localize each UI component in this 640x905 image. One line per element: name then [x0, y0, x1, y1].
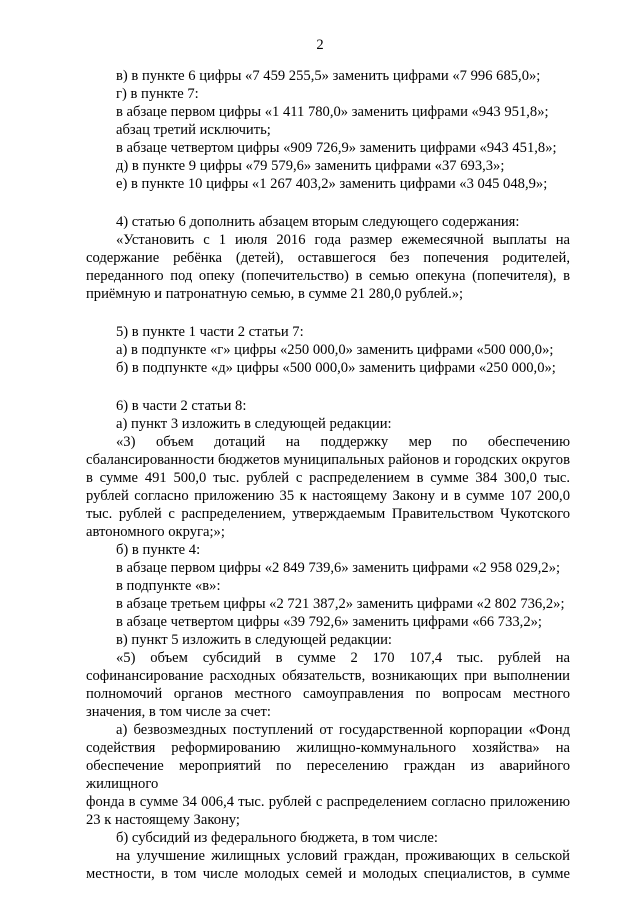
text-line: в абзаце первом цифры «2 849 739,6» заменить цифрами «2 958 029,2»;	[116, 560, 561, 576]
text-line: рублей согласно приложению 35 к настоящему Закону и в сумме 107 200,0	[86, 488, 570, 504]
paragraph-gap	[86, 303, 570, 323]
text-line: тыс. рублей с распределением, утверждаемым Правительством Чукотского	[86, 506, 570, 522]
text-line: содействия реформированию жилищно-коммунального хозяйства» на	[86, 740, 570, 756]
text-line: на улучшение жилищных условий граждан, проживающих в сельской	[116, 848, 570, 864]
paragraph-gap	[86, 377, 570, 397]
text-line: «5) объем субсидий в сумме 2 170 107,4 тыс. рублей на	[116, 650, 570, 666]
text-line: абзац третий исключить;	[116, 122, 271, 138]
page-number: 2	[316, 37, 324, 53]
text-line: д) в пункте 9 цифры «79 579,6» заменить цифрами «37 693,3»;	[116, 158, 505, 174]
text-line: в абзаце четвертом цифры «39 792,6» заменить цифрами «66 733,2»;	[116, 614, 542, 630]
text-line: автономного округа;»;	[86, 524, 225, 540]
text-line: в абзаце четвертом цифры «909 726,9» заменить цифрами «943 451,8»;	[116, 140, 557, 156]
text-line: в сумме 491 500,0 тыс. рублей с распределением в сумме 384 300,0 тыс.	[86, 470, 570, 486]
text-line: 6) в части 2 статьи 8:	[116, 398, 247, 414]
text-line: а) в подпункте «г» цифры «250 000,0» заменить цифрами «500 000,0»;	[116, 342, 554, 358]
text-line: содержание ребёнка (детей), оставшегося без попечения родителей,	[86, 250, 570, 266]
text-line: обеспечение мероприятий по переселению граждан из аварийного жилищного	[86, 758, 570, 792]
text-line: приёмную и патронатную семью, в сумме 21 280,0 рублей.»;	[86, 286, 464, 302]
document-body	[86, 67, 570, 883]
text-line: в абзаце первом цифры «1 411 780,0» заменить цифрами «943 951,8»;	[116, 104, 549, 120]
text-line: 4) статью 6 дополнить абзацем вторым следующего содержания:	[116, 214, 520, 230]
text-line: б) субсидий из федерального бюджета, в том числе:	[116, 830, 438, 846]
text-line: фонда в сумме 34 006,4 тыс. рублей с распределением согласно приложению	[86, 794, 570, 810]
text-line: сбалансированности бюджетов муниципальных районов и городских округов	[86, 452, 570, 468]
text-line: а) пункт 3 изложить в следующей редакции:	[116, 416, 392, 432]
text-line: а) безвозмездных поступлений от государственной корпорации «Фонд	[116, 722, 570, 738]
text-line: в) в пункте 6 цифры «7 459 255,5» заменить цифрами «7 996 685,0»;	[116, 68, 541, 84]
text-line: «Установить с 1 июля 2016 года размер ежемесячной выплаты на	[116, 232, 570, 248]
text-line: г) в пункте 7:	[116, 86, 199, 102]
text-line: в подпункте «в»:	[116, 578, 221, 594]
text-line: местности, в том числе молодых семей и молодых специалистов, в сумме	[86, 866, 570, 882]
text-line: «3) объем дотаций на поддержку мер по обеспечению	[116, 434, 570, 450]
text-line: б) в подпункте «д» цифры «500 000,0» заменить цифрами «250 000,0»;	[116, 360, 556, 376]
text-line: 23 к настоящему Закону;	[86, 812, 240, 828]
text-line: переданного под опеку (попечительство) в семью опекуна (попечителя), в	[86, 268, 570, 284]
text-line: 5) в пункте 1 части 2 статьи 7:	[116, 324, 304, 340]
text-line: в абзаце третьем цифры «2 721 387,2» заменить цифрами «2 802 736,2»;	[116, 596, 565, 612]
text-line: значения, в том числе за счет:	[86, 704, 271, 720]
text-line: в) пункт 5 изложить в следующей редакции:	[116, 632, 392, 648]
paragraph-gap	[86, 193, 570, 213]
text-line: полномочий органов местного самоуправления по вопросам местного	[86, 686, 570, 702]
text-line: б) в пункте 4:	[116, 542, 201, 558]
text-line: софинансирование расходных обязательств, возникающих при выполнении	[86, 668, 570, 684]
text-line: е) в пункте 10 цифры «1 267 403,2» заменить цифрами «3 045 048,9»;	[116, 176, 548, 192]
